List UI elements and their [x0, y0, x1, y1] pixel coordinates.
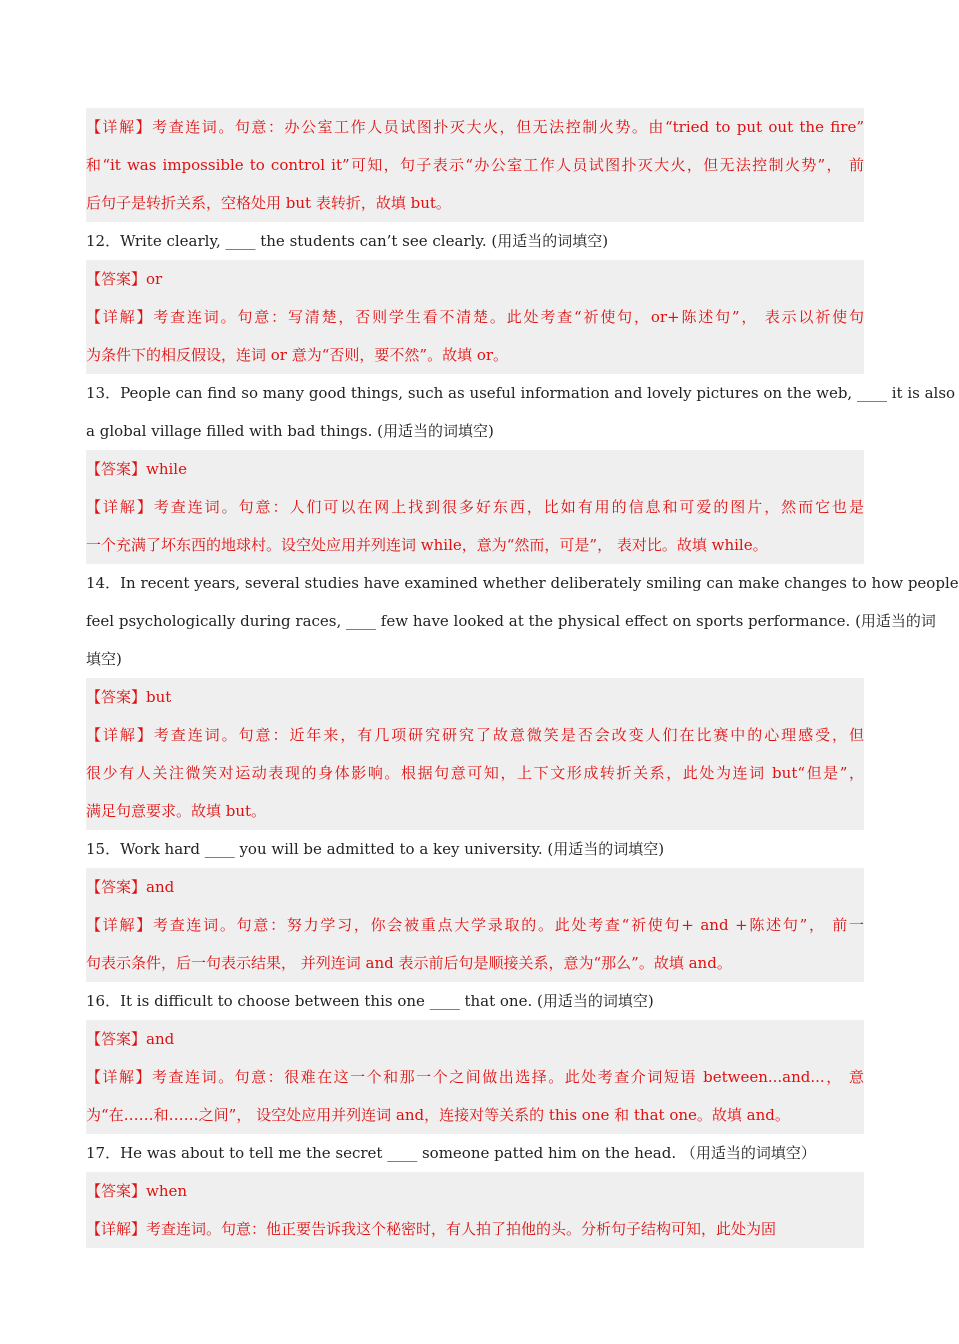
explain-text-line: 句表示条件，后一句表示结果， 并列连词 and 表示前后句是顺接关系，意为“那么”。故填 and。	[86, 954, 732, 972]
answer-block	[86, 450, 864, 488]
answer-text-line: 【答案】and	[86, 1030, 175, 1048]
explanation-block	[86, 906, 864, 982]
answer-text-line: 【答案】and	[86, 878, 175, 896]
answer-block	[86, 1020, 864, 1058]
question-text-line: feel psychologically during races, ____ few have looked at the physical effect on sports performance. (用适当的词	[86, 612, 936, 630]
explain-text-line: 【详解】考查连词。句意：近年来，有几项研究研究了故意微笑是否会改变人们在比赛中的心理感受，但	[86, 726, 864, 744]
answer-text-line: 【答案】when	[86, 1182, 188, 1200]
answer-text-line: 【答案】or	[86, 270, 163, 288]
explain-text-line: 【详解】考查连词。句意：努力学习，你会被重点大学录取的。此处考查“祈使句+ and +陈述句”， 前一	[86, 916, 864, 934]
question-text-line: 12．Write clearly, ____ the students can’t see clearly. (用适当的词填空)	[86, 232, 609, 250]
answer-key-content	[86, 108, 959, 1248]
explain-text-line: 为条件下的相反假设，连词 or 意为“否则，要不然”。故填 or。	[86, 346, 509, 364]
question-text-line: 14．In recent years, several studies have examined whether deliberately smiling can make changes to how people	[86, 574, 959, 592]
explain-text-line: 后句子是转折关系，空格处用 but 表转折，故填 but。	[86, 194, 451, 212]
explain-text-line: 为“在……和……之间”， 设空处应用并列连词 and，连接对等关系的 this one 和 that one。故填 and。	[86, 1106, 790, 1124]
answer-block	[86, 1172, 864, 1210]
question-text-line: 17．He was about to tell me the secret ____ someone patted him on the head. （用适当的词填空）	[86, 1144, 816, 1162]
question-block	[86, 1134, 864, 1172]
explanation-block	[86, 108, 864, 222]
question-text-line: a global village filled with bad things. (用适当的词填空)	[86, 422, 494, 440]
explanation-block	[86, 1058, 864, 1134]
question-text-line: 填空)	[86, 650, 122, 668]
explain-text-line: 一个充满了坏东西的地球村。设空处应用并列连词 while，意为“然而，可是”， 表对比。故填 while。	[86, 536, 768, 554]
question-text-line: 16．It is difficult to choose between this one ____ that one. (用适当的词填空)	[86, 992, 654, 1010]
explain-text-line: 【详解】考查连词。句意：办公室工作人员试图扑灭大火，但无法控制火势。由“tried to put out the fire”	[86, 118, 864, 136]
explain-text-line: 满足句意要求。故填 but。	[86, 802, 267, 820]
answer-block	[86, 260, 864, 298]
answer-text-line: 【答案】but	[86, 688, 172, 706]
explain-text-line: 【详解】考查连词。句意：很难在这一个和那一个之间做出选择。此处考查介词短语 between...and...， 意	[86, 1068, 864, 1086]
explanation-block	[86, 1210, 864, 1248]
explain-text-line: 【详解】考查连词。句意：他正要告诉我这个秘密时，有人拍了拍他的头。分析句子结构可知，此处为固	[86, 1220, 777, 1238]
explanation-block	[86, 298, 864, 374]
question-block	[86, 830, 864, 868]
explain-text-line: 【详解】考查连词。句意：人们可以在网上找到很多好东西，比如有用的信息和可爱的图片，然而它也是	[86, 498, 864, 516]
answer-block	[86, 868, 864, 906]
question-block	[86, 374, 956, 450]
question-text-line: 15．Work hard ____ you will be admitted to a key university. (用适当的词填空)	[86, 840, 665, 858]
answer-text-line: 【答案】while	[86, 460, 187, 478]
explain-text-line: 很少有人关注微笑对运动表现的身体影响。根据句意可知，上下文形成转折关系，此处为连词 but“但是”，	[86, 764, 864, 782]
question-text-line: 13．People can find so many good things, such as useful information and lovely pictures on the web, ____ it is also	[86, 384, 956, 402]
answer-block	[86, 678, 864, 716]
question-block	[86, 222, 864, 260]
question-block	[86, 982, 864, 1020]
explain-text-line: 【详解】考查连词。句意：写清楚，否则学生看不清楚。此处考查“祈使句，or+陈述句”， 表示以祈使句	[86, 308, 864, 326]
explanation-block	[86, 488, 864, 564]
explain-text-line: 和“it was impossible to control it”可知，句子表示“办公室工作人员试图扑灭大火，但无法控制火势”， 前	[86, 156, 864, 174]
explanation-block	[86, 716, 864, 830]
question-block	[86, 564, 959, 678]
